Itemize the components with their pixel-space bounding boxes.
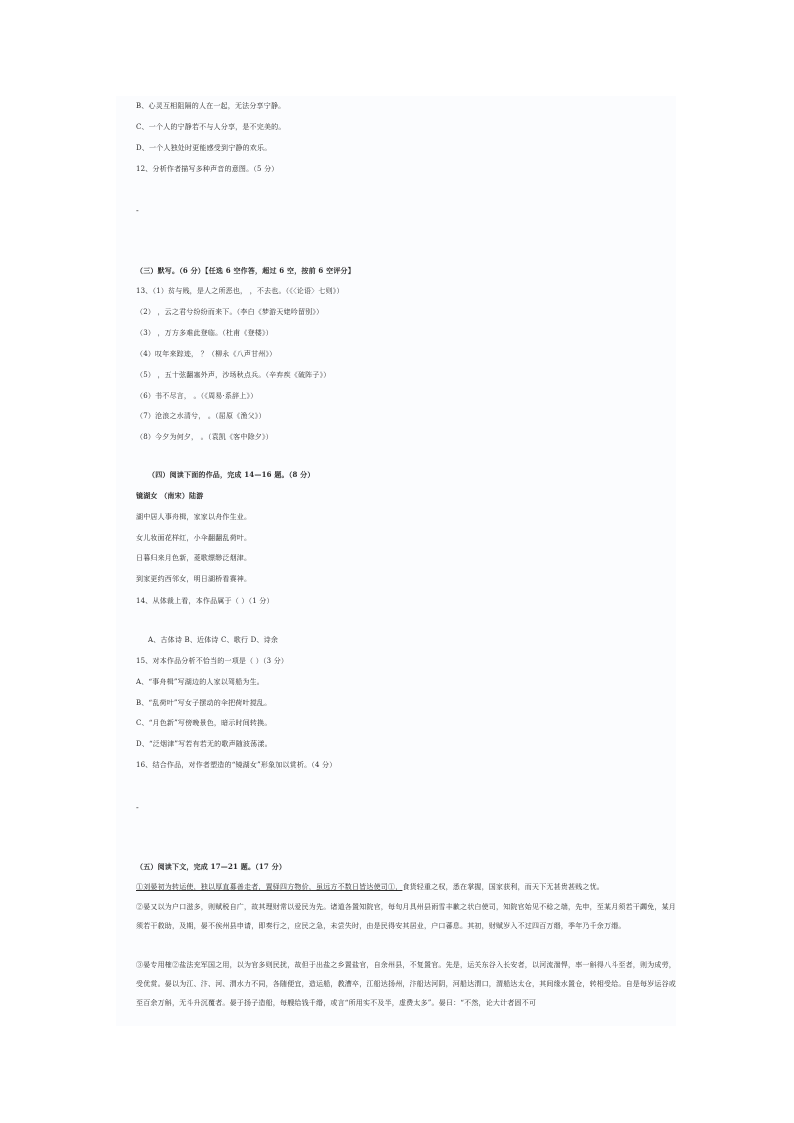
question-14-options: A、古体诗 B、近体诗 C、歌行 D、诗余: [148, 636, 279, 644]
dictation-item: （3） ，万方多难此登临。（杜甫《登楼》）: [136, 329, 273, 337]
section-3-heading: （三）默写。（6 分）【任选 6 空作答，超过 6 空，按前 6 空评分】: [136, 266, 355, 275]
q15-option-b: B、“乱荷叶”写女子摆动的伞把荷叶搅乱。: [136, 699, 272, 707]
underlined-sentence: ①刘晏初为转运使，独以厚直募善走者，置驿四方物价，虽远方不数日皆达使司①，: [136, 883, 403, 891]
q15-option-d: D、“泛烟津”写若有若无的歌声随波荡漾。: [136, 740, 272, 748]
section-4-heading: （四）阅读下面的作品，完成 14—16 题。（8 分）: [148, 470, 315, 479]
dictation-item: （8）今夕为何夕， 。（袁凯《客中除夕》）: [136, 433, 273, 441]
poem-title: 镜湖女 （南宋）陆游: [136, 491, 204, 500]
passage-paragraph-1: [136, 878, 676, 897]
dictation-item: 13、（1）贫与贱，是人之所恶也， ，不去也。（《〈论语〉七则》）: [136, 287, 344, 295]
question-15: 15、对本作品分析不恰当的一项是（ ）（3 分）: [136, 657, 289, 665]
poem-line: 女儿妆面花样红，小伞翻翻乱荷叶。: [136, 534, 252, 542]
q15-option-a: A、“事舟楫”写湖边的人家以驾船为生。: [136, 678, 265, 686]
poem-line: 日暮归来月色新，菱歌缥缈泛烟津。: [136, 554, 252, 562]
q11-option-b: B、心灵互相阻隔的人在一起，无法分享宁静。: [136, 102, 286, 110]
answer-blank-marker: -: [136, 803, 139, 812]
dictation-item: （6）书不尽言， 。（《周易·系辞上》）: [136, 392, 258, 400]
q11-option-c: C、一个人的宁静若不与人分享，是不完美的。: [136, 123, 286, 131]
question-12: 12、分析作者描写多种声音的意图。（5 分）: [136, 165, 279, 173]
question-14: 14、从体裁上看，本作品属于（ ）（1 分）: [136, 597, 274, 605]
answer-blank-marker: -: [136, 206, 139, 215]
dictation-item: （2） ，云之君兮纷纷而来下。（李白《梦游天姥吟留别》）: [136, 308, 324, 316]
dictation-item: （7）沧浪之水清兮， 。（屈原《渔父》）: [136, 412, 266, 420]
q11-option-d: D、一个人独处时更能感受到宁静的欢乐。: [136, 144, 272, 152]
dictation-item: （5） ，五十弦翻塞外声，沙场秋点兵。（辛弃疾《破阵子》）: [136, 371, 331, 379]
q15-option-c: C、“月色新”写傍晚景色，暗示时间转换。: [136, 719, 272, 727]
passage-paragraph-2: ②晏又以为户口滋多，则赋税自广，故其理财常以爱民为先。诸道各置知院官，每旬月具州县雨雪丰歉之状白使司，知院官始见不稔之端，先申，至某月须若干蠲免，某月须若干救助，及期，晏不俟州县申请，即奏行之，应民之急，未尝失时，由是民得安其居业，户口蕃息。其初，财赋岁入不过四百万缗，季年乃千余万缗。: [136, 903, 676, 930]
poem-line: 湖中居人事舟楫，家家以舟作生业。: [136, 513, 252, 521]
section-5-heading: （五）阅读下文，完成 17—21 题。（17 分）: [136, 862, 287, 871]
poem-line: 到家更约西邻女，明日湖桥看赛神。: [136, 575, 252, 583]
dictation-item: （4）叹年来踪迹， ？（柳永《八声甘州》）: [136, 350, 277, 358]
paragraph-text: 食货轻重之权，悉在掌握，国家获利，而天下无甚贵甚贱之忧。: [402, 883, 605, 891]
passage-paragraph-3: ③晏专用榷②盐法充军国之用，以为官多则民扰，故但于出盐之乡置盐官，自余州县，不复置官。先是，运关东谷入长安者，以河流湍悍，率一斛得八斗至者，则为成劳，受优赏。晏以为江、汴、河、渭水力不同，各随便宜，造运船，教漕卒，江船达扬州，汴船达河阴，河船达渭口，渭船达太仓，其间缘水置仓，转相受给。自是每岁运谷或至百余万斛，无斗升沉覆者。晏于扬子造船，每艘给钱千缗，或言“所用实不及半，虚费太多”。晏曰：“不然，论大计者固不可: [136, 961, 676, 1007]
question-16: 16、结合作品，对作者塑造的“镜湖女”形象加以赏析。（4 分）: [136, 761, 337, 769]
